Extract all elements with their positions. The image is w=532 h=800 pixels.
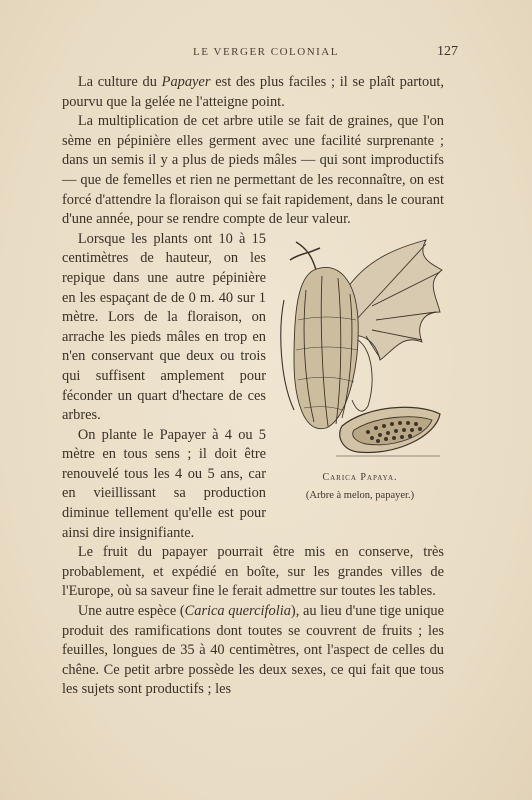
page-header bbox=[0, 44, 532, 64]
paragraph-6 bbox=[62, 602, 444, 700]
paragraph-4: On plante le Papayer à 4 ou 5 mètre en tous sens ; il doit être renouvelé tous les 4 ou 5 ans, car en vieillissant sa production diminue tellement qu'elle est pour ainsi dire insignifiante. bbox=[62, 426, 266, 541]
papaya-illustration bbox=[276, 230, 444, 526]
page-number: 127 bbox=[437, 44, 458, 59]
paragraph-2: La multiplication de cet arbre utile se fait de graines, que l'on sème en pépinière elles germent avec une facilité surprenante ; dans un semis il y a plus de pieds mâles — qui sont improductifs — que de femelles et rien ne permettant de les reconnaître, on est forcé d'attendre la floraison qui se fait rapidement, dans le courant d'une année, pour se rendre compte de leur valeur. bbox=[62, 113, 444, 228]
carica-quercifolia-italic: Carica quercifolia bbox=[184, 603, 291, 620]
running-title: LE VERGER COLONIAL bbox=[193, 46, 339, 58]
figure-caption-subtitle: (Arbre à melon, papayer.) bbox=[305, 489, 415, 501]
paragraph-1-text-b: est des plus faciles ; il se plaît partout, pourvu que la gelée ne l'atteigne point. bbox=[62, 74, 444, 110]
paragraph-6-text-a: Une autre espèce ( bbox=[77, 603, 185, 620]
paragraph-6-text-b: ), au lieu d'une tige unique produit des ramifications dont toutes se couvrent de fruits ; les feuilles, longues de 35 à 40 centimètres, ont l'aspect de celles du chêne. Ce petit arbre possède les deux sexes, ce qui fait que tous les sujets sont productifs ; les bbox=[62, 603, 445, 698]
papaya-engraving bbox=[276, 230, 444, 466]
figure-caption-title: Carica Papaya. bbox=[322, 471, 398, 483]
paragraph-1 bbox=[62, 73, 444, 112]
papayer-italic: Papayer bbox=[161, 74, 211, 90]
body-text bbox=[62, 73, 444, 700]
paragraph-1-text-a: La culture du bbox=[77, 74, 162, 90]
paragraph-3: Lorsque les plants ont 10 à 15 centimètres de hauteur, on les repique dans une autre pépinière en les espaçant de de 0 m. 40 sur 1 mètre. Lors de la floraison, on arrache les pieds mâles en trop en n'en conservant que deux ou trois qui suffisent amplement pour féconder un quart d'hectare de ces arbres. bbox=[62, 230, 266, 424]
paragraph-5: Le fruit du papayer pourrait être mis en conserve, très probablement, et expédié en boîte, sur les grandes villes de l'Europe, où sa saveur fine le ferait admettre sur toutes les tables. bbox=[62, 544, 444, 600]
